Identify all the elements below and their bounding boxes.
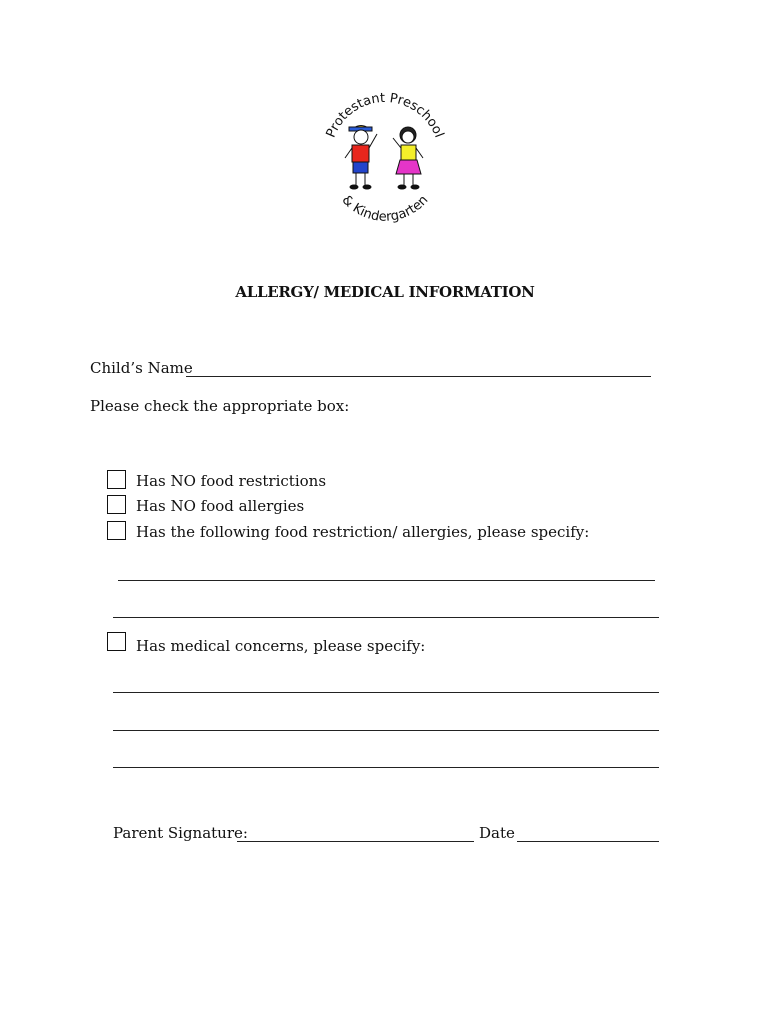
svg-text:Protestant Preschool (324, 91, 447, 140)
svg-text:& Kindergarten (339, 193, 432, 225)
option-no-food-restrictions: Has NO food restrictions (136, 472, 327, 490)
girl-figure (393, 127, 423, 189)
form-title: ALLERGY/ MEDICAL INFORMATION (235, 283, 535, 301)
option-following-restrictions: Has the following food restriction/ allergies, please specify: (136, 523, 590, 541)
date-label: Date (479, 824, 515, 842)
boy-figure (345, 126, 377, 190)
child-name-field[interactable] (186, 376, 651, 377)
food-specify-line-2[interactable] (113, 617, 659, 618)
medical-specify-line-3[interactable] (113, 767, 659, 768)
checkbox-medical-concerns[interactable] (107, 632, 126, 651)
logo-top-text: Protestant Preschool (323, 90, 447, 140)
option-no-food-allergies: Has NO food allergies (136, 497, 305, 515)
parent-signature-label: Parent Signature: (113, 824, 248, 842)
instruction-text: Please check the appropriate box: (90, 397, 350, 415)
checkbox-no-food-restrictions[interactable] (107, 470, 126, 489)
date-field[interactable] (517, 841, 659, 842)
child-name-label: Child’s Name (90, 359, 193, 377)
food-specify-line-1[interactable] (118, 580, 655, 581)
logo-bottom-text: & Kindergarten (338, 192, 432, 225)
option-medical-concerns: Has medical concerns, please specify: (136, 637, 426, 655)
medical-specify-line-2[interactable] (113, 730, 659, 731)
parent-signature-field[interactable] (237, 841, 474, 842)
medical-specify-line-1[interactable] (113, 692, 659, 693)
checkbox-following-restrictions[interactable] (107, 521, 126, 540)
school-logo (315, 82, 455, 232)
checkbox-no-food-allergies[interactable] (107, 495, 126, 514)
